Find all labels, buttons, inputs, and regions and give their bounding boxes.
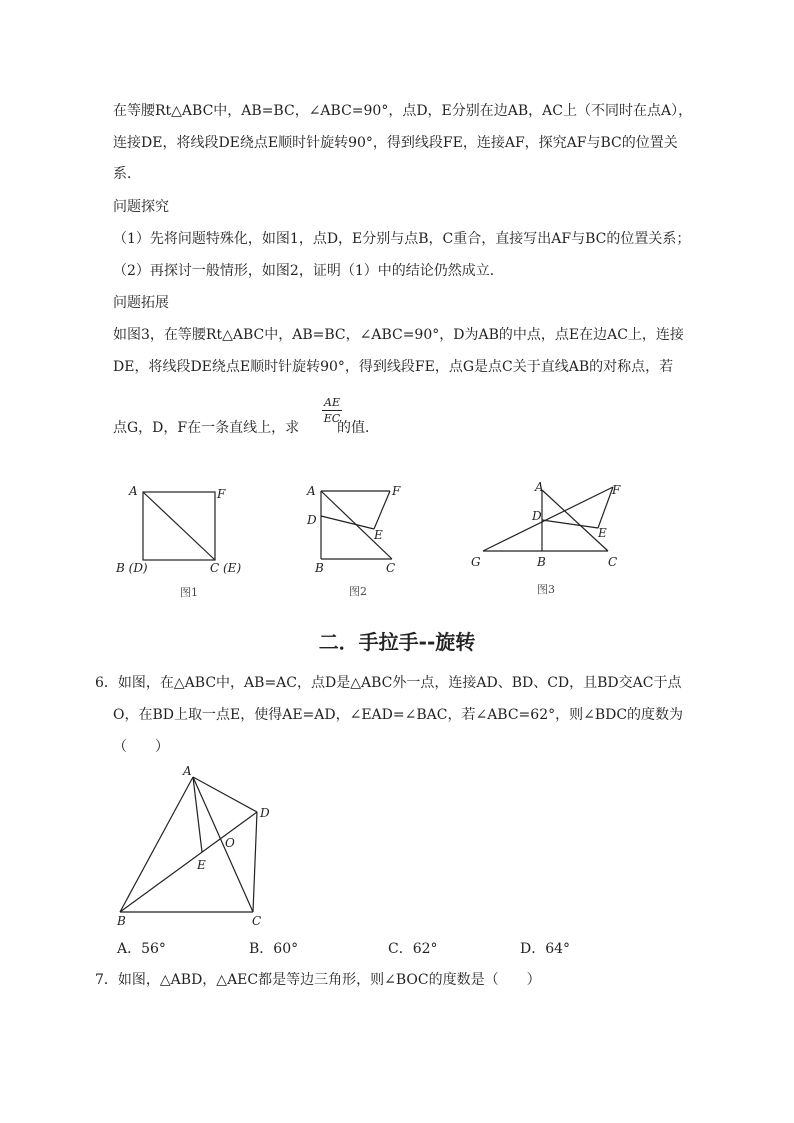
label-e: E bbox=[598, 526, 607, 540]
label-b: B bbox=[315, 561, 324, 575]
label-d: D bbox=[260, 806, 270, 820]
p6-line1: 6．如图，在△ABC中，AB=AC，点D是△ABC外一点，连接AD、BD、CD，且BD交AC于点 bbox=[95, 675, 682, 691]
choice-b[interactable]: B．60° bbox=[249, 941, 299, 957]
fraction-bar bbox=[322, 410, 342, 411]
label-a: A bbox=[183, 764, 192, 778]
side-ac bbox=[542, 490, 608, 551]
segment-de bbox=[321, 516, 374, 529]
label-b: B bbox=[117, 914, 126, 928]
label-o: O bbox=[225, 836, 235, 850]
figure-1 bbox=[110, 478, 250, 603]
p5-ext3-pre: 点G，D，F在一条直线上，求 bbox=[113, 420, 300, 436]
side-ab bbox=[120, 777, 193, 912]
p6-line3: （ ） bbox=[113, 739, 169, 755]
choice-c[interactable]: C．62° bbox=[388, 941, 438, 957]
caption-fig2: 图2 bbox=[349, 585, 367, 598]
label-d: D bbox=[532, 509, 542, 523]
figure-2 bbox=[302, 478, 422, 603]
label-b-d: B (D) bbox=[116, 561, 148, 575]
p5-ext3-post: 的值． bbox=[337, 420, 379, 436]
label-a: A bbox=[129, 484, 138, 498]
label-c-e: C (E) bbox=[210, 561, 242, 575]
label-a: A bbox=[535, 480, 544, 494]
label-f: F bbox=[217, 487, 226, 501]
p5-item1: （1）先将问题特殊化，如图1，点D，E分别与点B，C重合，直接写出AF与BC的位置关系； bbox=[113, 231, 691, 247]
label-f: F bbox=[612, 483, 621, 497]
label-b: B bbox=[537, 555, 546, 569]
label-d: D bbox=[307, 513, 317, 527]
figure-problem6 bbox=[105, 760, 285, 930]
segment-bd bbox=[120, 812, 257, 912]
fraction-numerator: AE bbox=[324, 396, 340, 409]
label-c: C bbox=[386, 561, 396, 575]
p5-line1: 在等腰Rt△ABC中，AB=BC，∠ABC=90°，点D，E分别在边AB，AC上（不同时在点A）， bbox=[113, 103, 693, 119]
fraction-denominator: EC bbox=[323, 412, 341, 425]
label-g: G bbox=[471, 555, 481, 569]
segment-dc bbox=[253, 812, 257, 912]
p6-line2: O，在BD上取一点E，使得AE=AD，∠EAD=∠BAC，若∠ABC=62°，则∠BDC的度数为 bbox=[113, 707, 684, 723]
choice-a[interactable]: A．56° bbox=[117, 941, 166, 957]
figure-3 bbox=[465, 476, 630, 601]
segment-fe bbox=[374, 491, 390, 529]
choice-d[interactable]: D．64° bbox=[520, 941, 571, 957]
label-f: F bbox=[392, 484, 401, 498]
line-gf bbox=[483, 487, 613, 551]
p5-ext1: 如图3，在等腰Rt△ABC中，AB=BC，∠ABC=90°，D为AB的中点，点E在边AC上，连接 bbox=[113, 327, 684, 343]
segment-ad bbox=[193, 777, 257, 812]
diagonal-ac bbox=[143, 492, 215, 560]
label-e: E bbox=[197, 858, 206, 872]
side-ac bbox=[193, 777, 253, 912]
p7-line1: 7．如图，△ABD，△AEC都是等边三角形，则∠BOC的度数是（ ） bbox=[95, 972, 541, 988]
p5-line2: 连接DE，将线段DE绕点E顺时针旋转90°，得到线段FE，连接AF，探究AF与BC的位置关 bbox=[113, 135, 678, 151]
heading-extend: 问题拓展 bbox=[113, 295, 169, 311]
section-title: 二．手拉手--旋转 bbox=[318, 630, 476, 654]
label-c: C bbox=[608, 555, 618, 569]
label-e: E bbox=[374, 528, 383, 542]
label-a: A bbox=[307, 484, 316, 498]
caption-fig3: 图3 bbox=[537, 583, 555, 596]
p5-item2: （2）再探讨一般情形，如图2，证明（1）中的结论仍然成立． bbox=[113, 263, 504, 279]
p5-ext2: DE，将线段DE绕点E顺时针旋转90°，得到线段FE，点G是点C关于直线AB的对称点，若 bbox=[113, 359, 674, 375]
segment-de bbox=[542, 520, 598, 528]
heading-explore: 问题探究 bbox=[113, 199, 169, 215]
label-c: C bbox=[252, 914, 262, 928]
p5-line3: 系． bbox=[113, 166, 141, 182]
caption-fig1: 图1 bbox=[180, 586, 198, 599]
